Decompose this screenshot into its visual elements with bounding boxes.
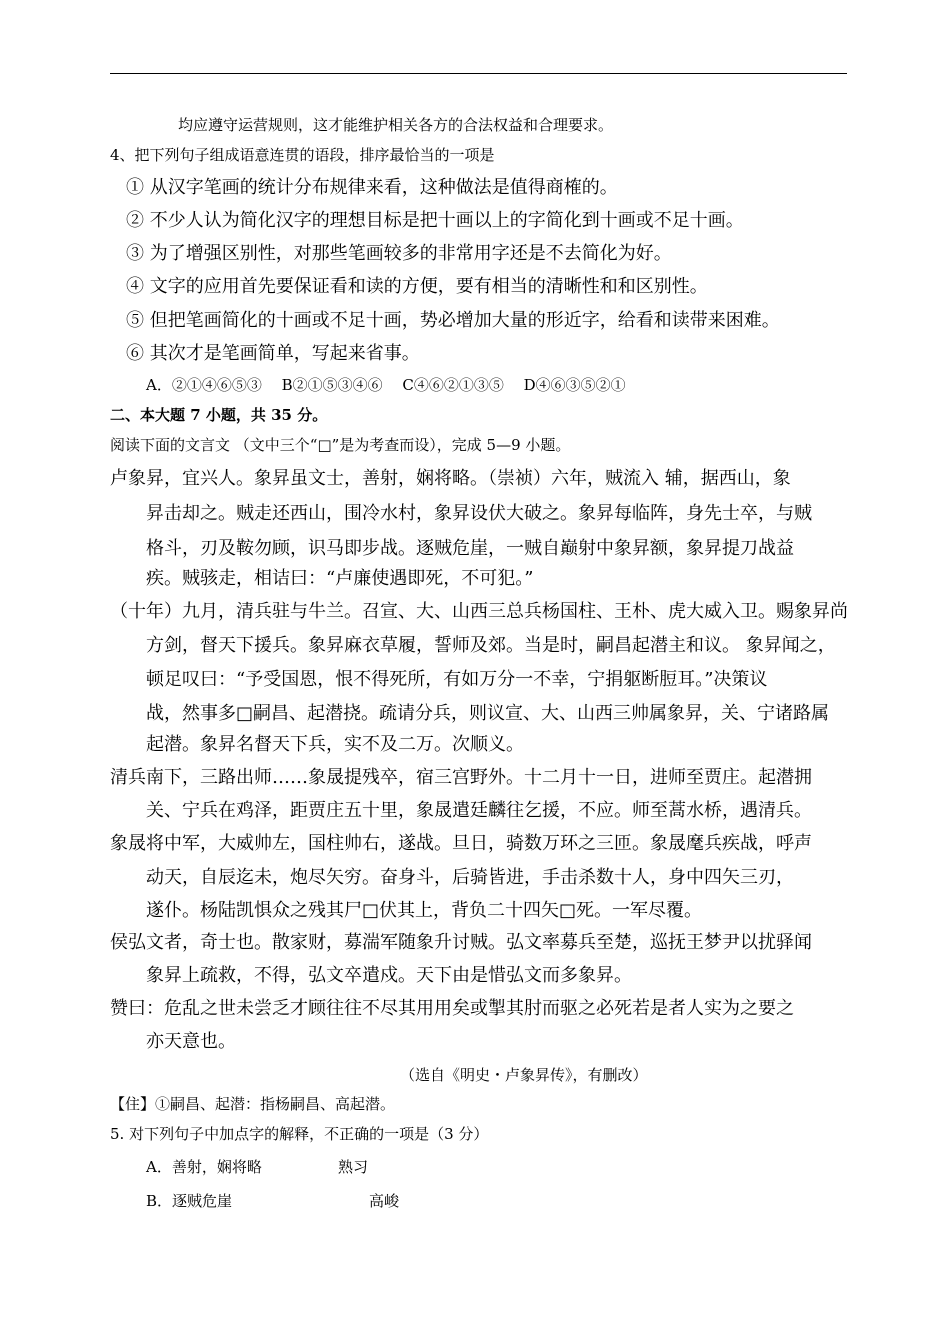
q5-option-a: A．善射，娴将略 bbox=[146, 1158, 262, 1176]
passage-line: （十年）九月，清兵驻与牛兰。召宣、大、山西三总兵杨国柱、王朴、虎大威入卫。赐象昇尚 bbox=[110, 601, 848, 622]
passage-line: 战，然事多□嗣昌、起潜挠。疏请分兵，则议宣、大、山西三帅属象昇，关、宁诸路属 bbox=[146, 703, 830, 724]
section-heading: 二、本大题 7 小题，共 35 分。 bbox=[110, 406, 328, 424]
q4-options: A．②①④⑥⑤③ B②①⑤③④⑥ C④⑥②①③⑤ D④⑥③⑤②① bbox=[146, 376, 626, 394]
passage-line: 赞曰：危乱之世未尝乏才顾往往不尽其用用矣或掣其肘而驱之必死若是者人实为之要之 bbox=[110, 998, 794, 1019]
continued-line: 均应遵守运营规则，这才能维护相关各方的合法权益和合理要求。 bbox=[178, 116, 614, 134]
q5-option-b-gloss: 高峻 bbox=[369, 1192, 400, 1210]
section-intro: 阅读下面的文言文 （文中三个“□”是为考查而设），完成 5—9 小题。 bbox=[110, 436, 571, 454]
q5-option-b: B．逐贼危崖 bbox=[146, 1192, 233, 1210]
q4-item: ⑥ 其次才是笔画简单，写起来省事。 bbox=[126, 343, 420, 364]
passage-line: 清兵南下，三路出师……象晟提残卒，宿三宫野外。十二月十一日，进师至贾庄。起潜拥 bbox=[110, 767, 812, 788]
q5-option-a-gloss: 熟习 bbox=[338, 1158, 369, 1176]
passage-line: 侯弘文者，奇士也。散家财，募湍军随象升讨贼。弘文率募兵至楚，巡抚王梦尹以扰驿闻 bbox=[110, 932, 812, 953]
q4-item: ① 从汉字笔画的统计分布规律来看，这种做法是值得商榷的。 bbox=[126, 177, 618, 198]
passage-line: 昇击却之。贼走还西山，围冷水村，象昇设伏大破之。象昇每临阵，身先士卒，与贼 bbox=[146, 503, 812, 524]
passage-line: 顿足叹曰：“予受国恩，恨不得死所，有如万分一不幸，宁捐躯断脰耳。”决策议 bbox=[146, 669, 768, 690]
q4-item: ⑤ 但把笔画简化的十画或不足十画，势必增加大量的形近字，给看和读带来困难。 bbox=[126, 310, 780, 331]
header-rule bbox=[110, 73, 847, 74]
q4-item: ② 不少人认为简化汉字的理想目标是把十画以上的字简化到十画或不足十画。 bbox=[126, 210, 744, 231]
q4-item: ④ 文字的应用首先要保证看和读的方便，要有相当的清晰性和和区别性。 bbox=[126, 276, 708, 297]
passage-line: 卢象昇，宜兴人。象昇虽文士，善射，娴将略。（崇祯）六年，贼流入 辅，据西山，象 bbox=[110, 468, 791, 489]
passage-line: 象昇上疏救，不得，弘文卒遣戍。天下由是惜弘文而多象昇。 bbox=[146, 965, 632, 986]
q5-stem: 5. 对下列句子中加点字的解释，不正确的一项是（3 分） bbox=[110, 1125, 489, 1143]
passage-line: 格斗，刃及鞍勿顾，识马即步战。逐贼危崖，一贼自巅射中象昇额，象昇提刀战益 bbox=[146, 538, 794, 559]
q4-stem: 4、把下列句子组成语意连贯的语段，排序最恰当的一项是 bbox=[110, 146, 495, 164]
source-citation: （选自《明史・卢象昇传》，有删改） bbox=[400, 1066, 648, 1084]
passage-line: 象晟将中军，大威帅左，国柱帅右，遂战。旦日，骑数万环之三匝。象晟麾兵疾战，呼声 bbox=[110, 833, 812, 854]
passage-line: 起潜。象昇名督天下兵，实不及二万。次顺义。 bbox=[146, 734, 524, 755]
passage-line: 疾。贼骇走，相诘曰：“卢廉使遇即死，不可犯。” bbox=[146, 568, 534, 589]
passage-line: 遂仆。杨陆凯惧众之残其尸□伏其上，背负二十四矢□死。一军尽覆。 bbox=[146, 900, 703, 921]
passage-line: 动天，自辰迄未，炮尽矢穷。奋身斗，后骑皆进，手击杀数十人，身中四矢三刃， bbox=[146, 867, 794, 888]
passage-line: 方剑，督天下援兵。象昇麻衣草履，誓师及郊。当是时，嗣昌起潜主和议。 象昇闻之， bbox=[146, 635, 836, 656]
passage-line: 关、宁兵在鸡泽，距贾庄五十里，象晟遣廷麟往乞援，不应。师至蒿水桥，遇清兵。 bbox=[146, 800, 812, 821]
footnote: 【住】①嗣昌、起潜：指杨嗣昌、高起潜。 bbox=[110, 1095, 396, 1113]
passage-line: 亦天意也。 bbox=[146, 1031, 236, 1052]
q4-item: ③ 为了增强区别性，对那些笔画较多的非常用字还是不去简化为好。 bbox=[126, 243, 672, 264]
